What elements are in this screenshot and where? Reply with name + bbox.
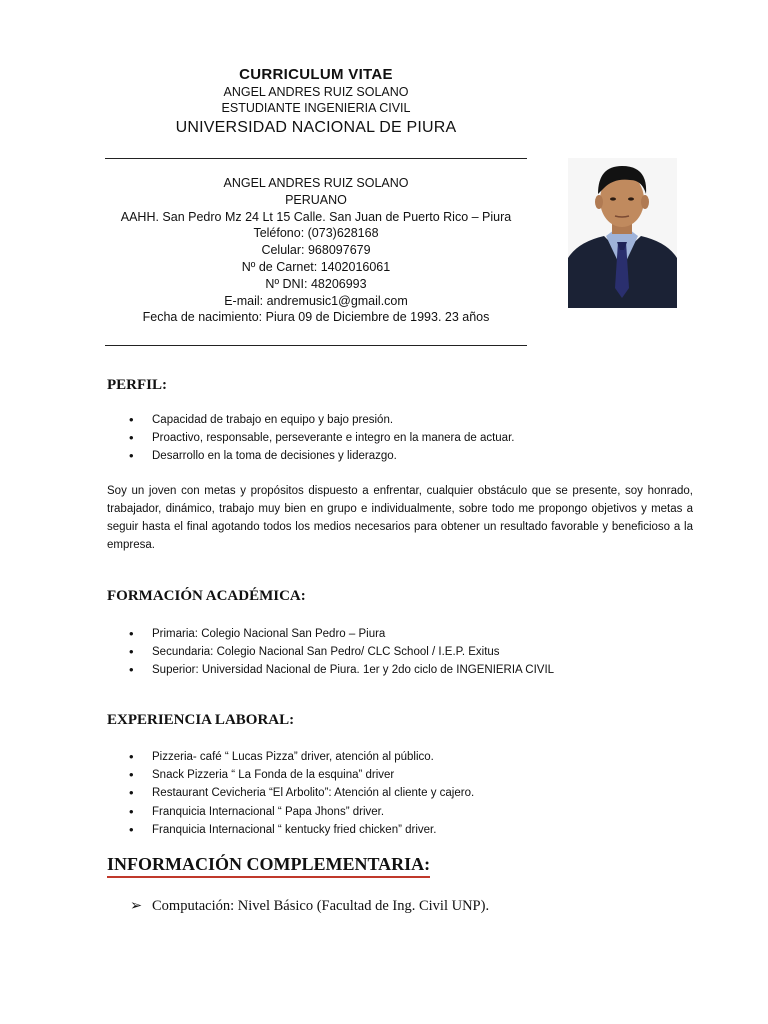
personal-info [105, 175, 527, 326]
personal-nationality: PERUANO [285, 192, 347, 207]
personal-name: ANGEL ANDRES RUIZ SOLANO [223, 176, 409, 190]
header-university: UNIVERSIDAD NACIONAL DE PIURA [175, 119, 457, 136]
personal-email: E-mail: andremusic1@gmail.com [224, 293, 408, 308]
personal-dni: Nº DNI: 48206993 [265, 276, 367, 291]
bottom-divider [105, 345, 527, 346]
list-item: • Pizzeria- café “ Lucas Pizza” driver, atención al público. [107, 748, 474, 766]
list-item: • Primaria: Colegio Nacional San Pedro – Piura [107, 625, 554, 643]
perfil-paragraph: Soy un joven con metas y propósitos dispuesto a enfrentar, cualquier obstáculo que se presente, soy honrado, trabajador, dinámico, trabajo muy bien en grupo e individualmente, sobre todo me propongo objetivos y metas a seguir hasta el final agotando todos los medios necesarios para obtener un resultado favorable y beneficioso a la empresa. [107, 485, 693, 551]
arrow-bullet-icon: ➢ [130, 898, 143, 914]
list-item: • Franquicia Internacional “ Papa Jhons” driver. [107, 803, 474, 821]
portrait-photo-icon [568, 158, 677, 308]
list-item: • Secundaria: Colegio Nacional San Pedro/ CLC School / I.E.P. Exitus [107, 643, 554, 661]
list-item: • Superior: Universidad Nacional de Piura. 1er y 2do ciclo de INGENIERIA CIVIL [107, 661, 554, 679]
list-item: • Capacidad de trabajo en equipo y bajo presión. [107, 411, 514, 429]
header-role: ESTUDIANTE INGENIERIA CIVIL [221, 101, 411, 115]
personal-carnet: Nº de Carnet: 1402016061 [241, 259, 391, 274]
section-heading-formacion: FORMACIÓN ACADÉMICA: [107, 588, 306, 604]
formacion-list [107, 625, 554, 680]
top-divider [105, 158, 527, 159]
section-heading-perfil: PERFIL: [107, 377, 167, 393]
document-title: CURRICULUM VITAE [239, 66, 393, 83]
personal-phone: Teléfono: (073)628168 [253, 226, 379, 241]
list-item: • Restaurant Cevicheria “El Arbolito”: Atención al cliente y cajero. [107, 784, 474, 802]
section-heading-complementaria: INFORMACIÓN COMPLEMENTARIA: [107, 854, 430, 878]
personal-mobile: Celular: 968097679 [261, 243, 371, 258]
list-item: • Franquicia Internacional “ kentucky fried chicken” driver. [107, 821, 474, 839]
portrait-photo [568, 158, 677, 308]
header-name: ANGEL ANDRES RUIZ SOLANO [223, 85, 409, 99]
list-item-text: Computación: Nivel Básico (Facultad de Ing. Civil UNP). [152, 898, 490, 914]
perfil-list [107, 411, 514, 466]
list-item: • Desarrollo en la toma de decisiones y liderazgo. [107, 447, 514, 465]
section-heading-experiencia: EXPERIENCIA LABORAL: [107, 712, 295, 728]
experiencia-list [107, 748, 474, 839]
list-item [130, 898, 489, 915]
list-item: • Snack Pizzeria “ La Fonda de la esquina” driver [107, 766, 474, 784]
personal-address: AAHH. San Pedro Mz 24 Lt 15 Calle. San Juan de Puerto Rico – Piura [120, 209, 512, 224]
personal-birth: Fecha de nacimiento: Piura 09 de Diciembre de 1993. 23 años [142, 310, 490, 325]
list-item: • Proactivo, responsable, perseverante e integro en la manera de actuar. [107, 429, 514, 447]
